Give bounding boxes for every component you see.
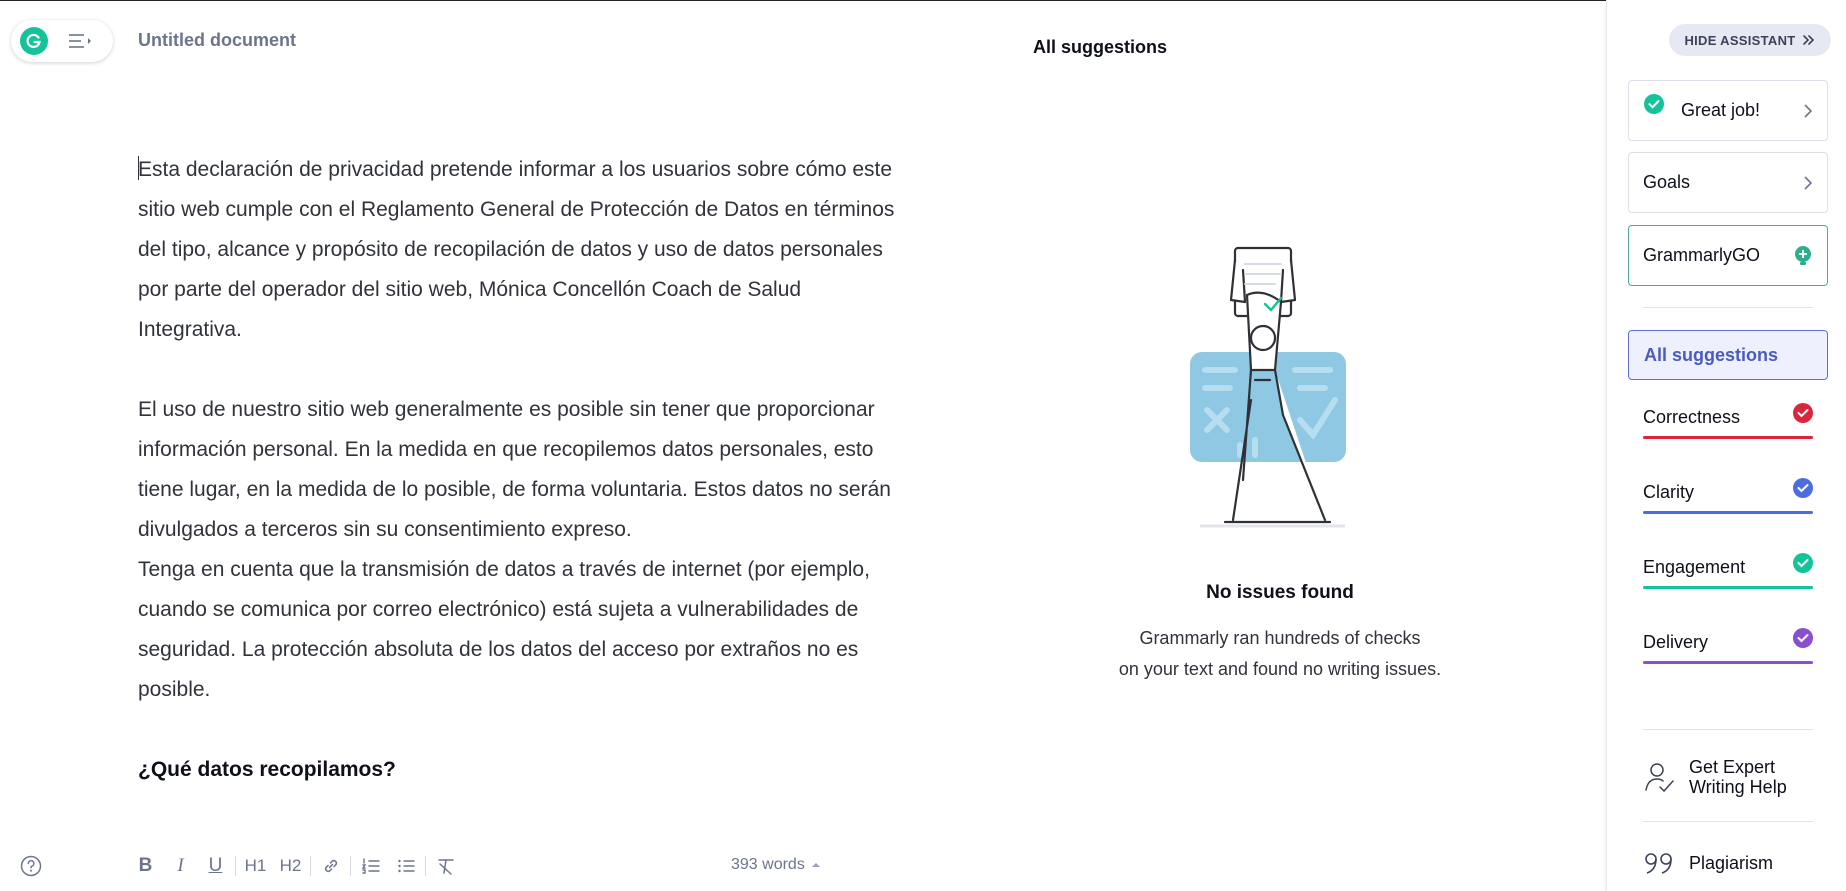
category-delivery[interactable]: Delivery [1643,618,1813,664]
paragraph-2[interactable]: El uso de nuestro sitio web generalmente es posible sin tener que proporcionar información personal. En la medida en que recopilemos datos personales, esto tiene lugar, en la medida de lo posible, de forma voluntaria. Estos datos no serán divulgados a terceros sin su consentimiento expreso. [138,398,891,541]
sidebar-divider [1643,307,1813,308]
panel-title: All suggestions [1032,37,1167,57]
document-menu-button[interactable] [60,26,100,56]
goals-card[interactable]: Goals [1628,152,1828,213]
no-issues-illustration [1185,240,1375,530]
section-heading[interactable]: ¿Qué datos recopilamos? [138,758,396,781]
paragraph-3[interactable]: Tenga en cuenta que la transmisión de datos a través de internet (por ejemplo, cuando se comunica por correo electrónico) está sujeta a vulnerabilidades de seguridad. La protección absoluta de los datos del acceso por extraños no es posible. [138,558,870,701]
empty-state-title: No issues found [1206,582,1354,603]
double-chevron-right-icon [1802,34,1816,46]
clear-format-icon [436,856,456,876]
heading2-button[interactable]: H2 [279,856,302,875]
clear-format-button[interactable] [428,852,463,880]
document-title[interactable]: Untitled document [138,30,296,50]
toolbar-divider [310,856,311,876]
toolbar-divider [425,856,426,876]
bullet-list-button[interactable] [388,852,423,880]
category-clarity[interactable]: Clarity [1643,468,1813,514]
check-icon [1793,553,1813,573]
underline-button[interactable]: U [208,855,223,876]
ordered-list-icon [361,856,381,876]
chevron-right-icon [1803,175,1813,191]
ordered-list-button[interactable] [353,852,388,880]
great-job-card[interactable]: Great job! [1628,80,1828,141]
italic-button[interactable]: I [177,855,184,876]
hide-assistant-button[interactable]: HIDE ASSISTANT [1669,24,1831,56]
grammarly-logo-icon[interactable] [20,27,48,55]
quote-marks-icon [1643,850,1675,876]
toolbar-divider [235,856,236,876]
check-icon [1793,478,1813,498]
all-suggestions-tab[interactable]: All suggestions [1628,330,1828,380]
check-icon [1793,403,1813,423]
bold-button[interactable]: B [138,855,153,876]
help-icon[interactable] [20,855,42,877]
toolbar-divider [350,856,351,876]
format-toolbar [128,852,463,880]
document-editor[interactable] [138,150,898,790]
check-icon [1793,628,1813,648]
lightbulb-icon [1793,245,1813,267]
chevron-right-icon [1803,103,1813,119]
word-count-button[interactable] [731,856,821,874]
grammarlygo-card[interactable]: GrammarlyGO [1628,225,1828,286]
expert-writing-help-button[interactable]: Get Expert Writing Help [1643,752,1823,802]
check-circle-icon [1643,93,1665,115]
category-underline [1643,661,1813,664]
empty-state-description: Grammarly ran hundreds of checks on your text and found no writing issues. [1118,628,1442,679]
sidebar-divider [1643,821,1813,822]
bullet-list-icon [396,856,416,876]
paragraph-1[interactable]: Esta declaración de privacidad pretende informar a los usuarios sobre cómo este sitio web cumple con el Reglamento General de Protección de Datos en términos del tipo, alcance y propósito de recopilación de datos y uso de datos personales por parte del operador del sitio web, Mónica Concellón Coach de Salud Integrativa. [138,158,895,341]
assistant-sidebar [1606,0,1846,891]
word-count: 393 words [731,856,805,873]
category-correctness[interactable]: Correctness [1643,393,1813,439]
category-engagement[interactable]: Engagement [1643,543,1813,589]
heading1-button[interactable]: H1 [244,856,267,875]
category-underline [1643,511,1813,514]
link-icon [321,856,341,876]
window-top-border [0,0,1846,1]
category-underline [1643,436,1813,439]
expert-person-icon [1643,760,1675,794]
app-logo-menu-pill [11,20,113,62]
category-underline [1643,586,1813,589]
caret-up-icon [811,860,821,870]
sidebar-divider [1643,729,1813,730]
plagiarism-button[interactable]: Plagiarism [1643,848,1823,878]
link-button[interactable] [313,852,348,880]
hamburger-menu-icon [67,32,93,50]
